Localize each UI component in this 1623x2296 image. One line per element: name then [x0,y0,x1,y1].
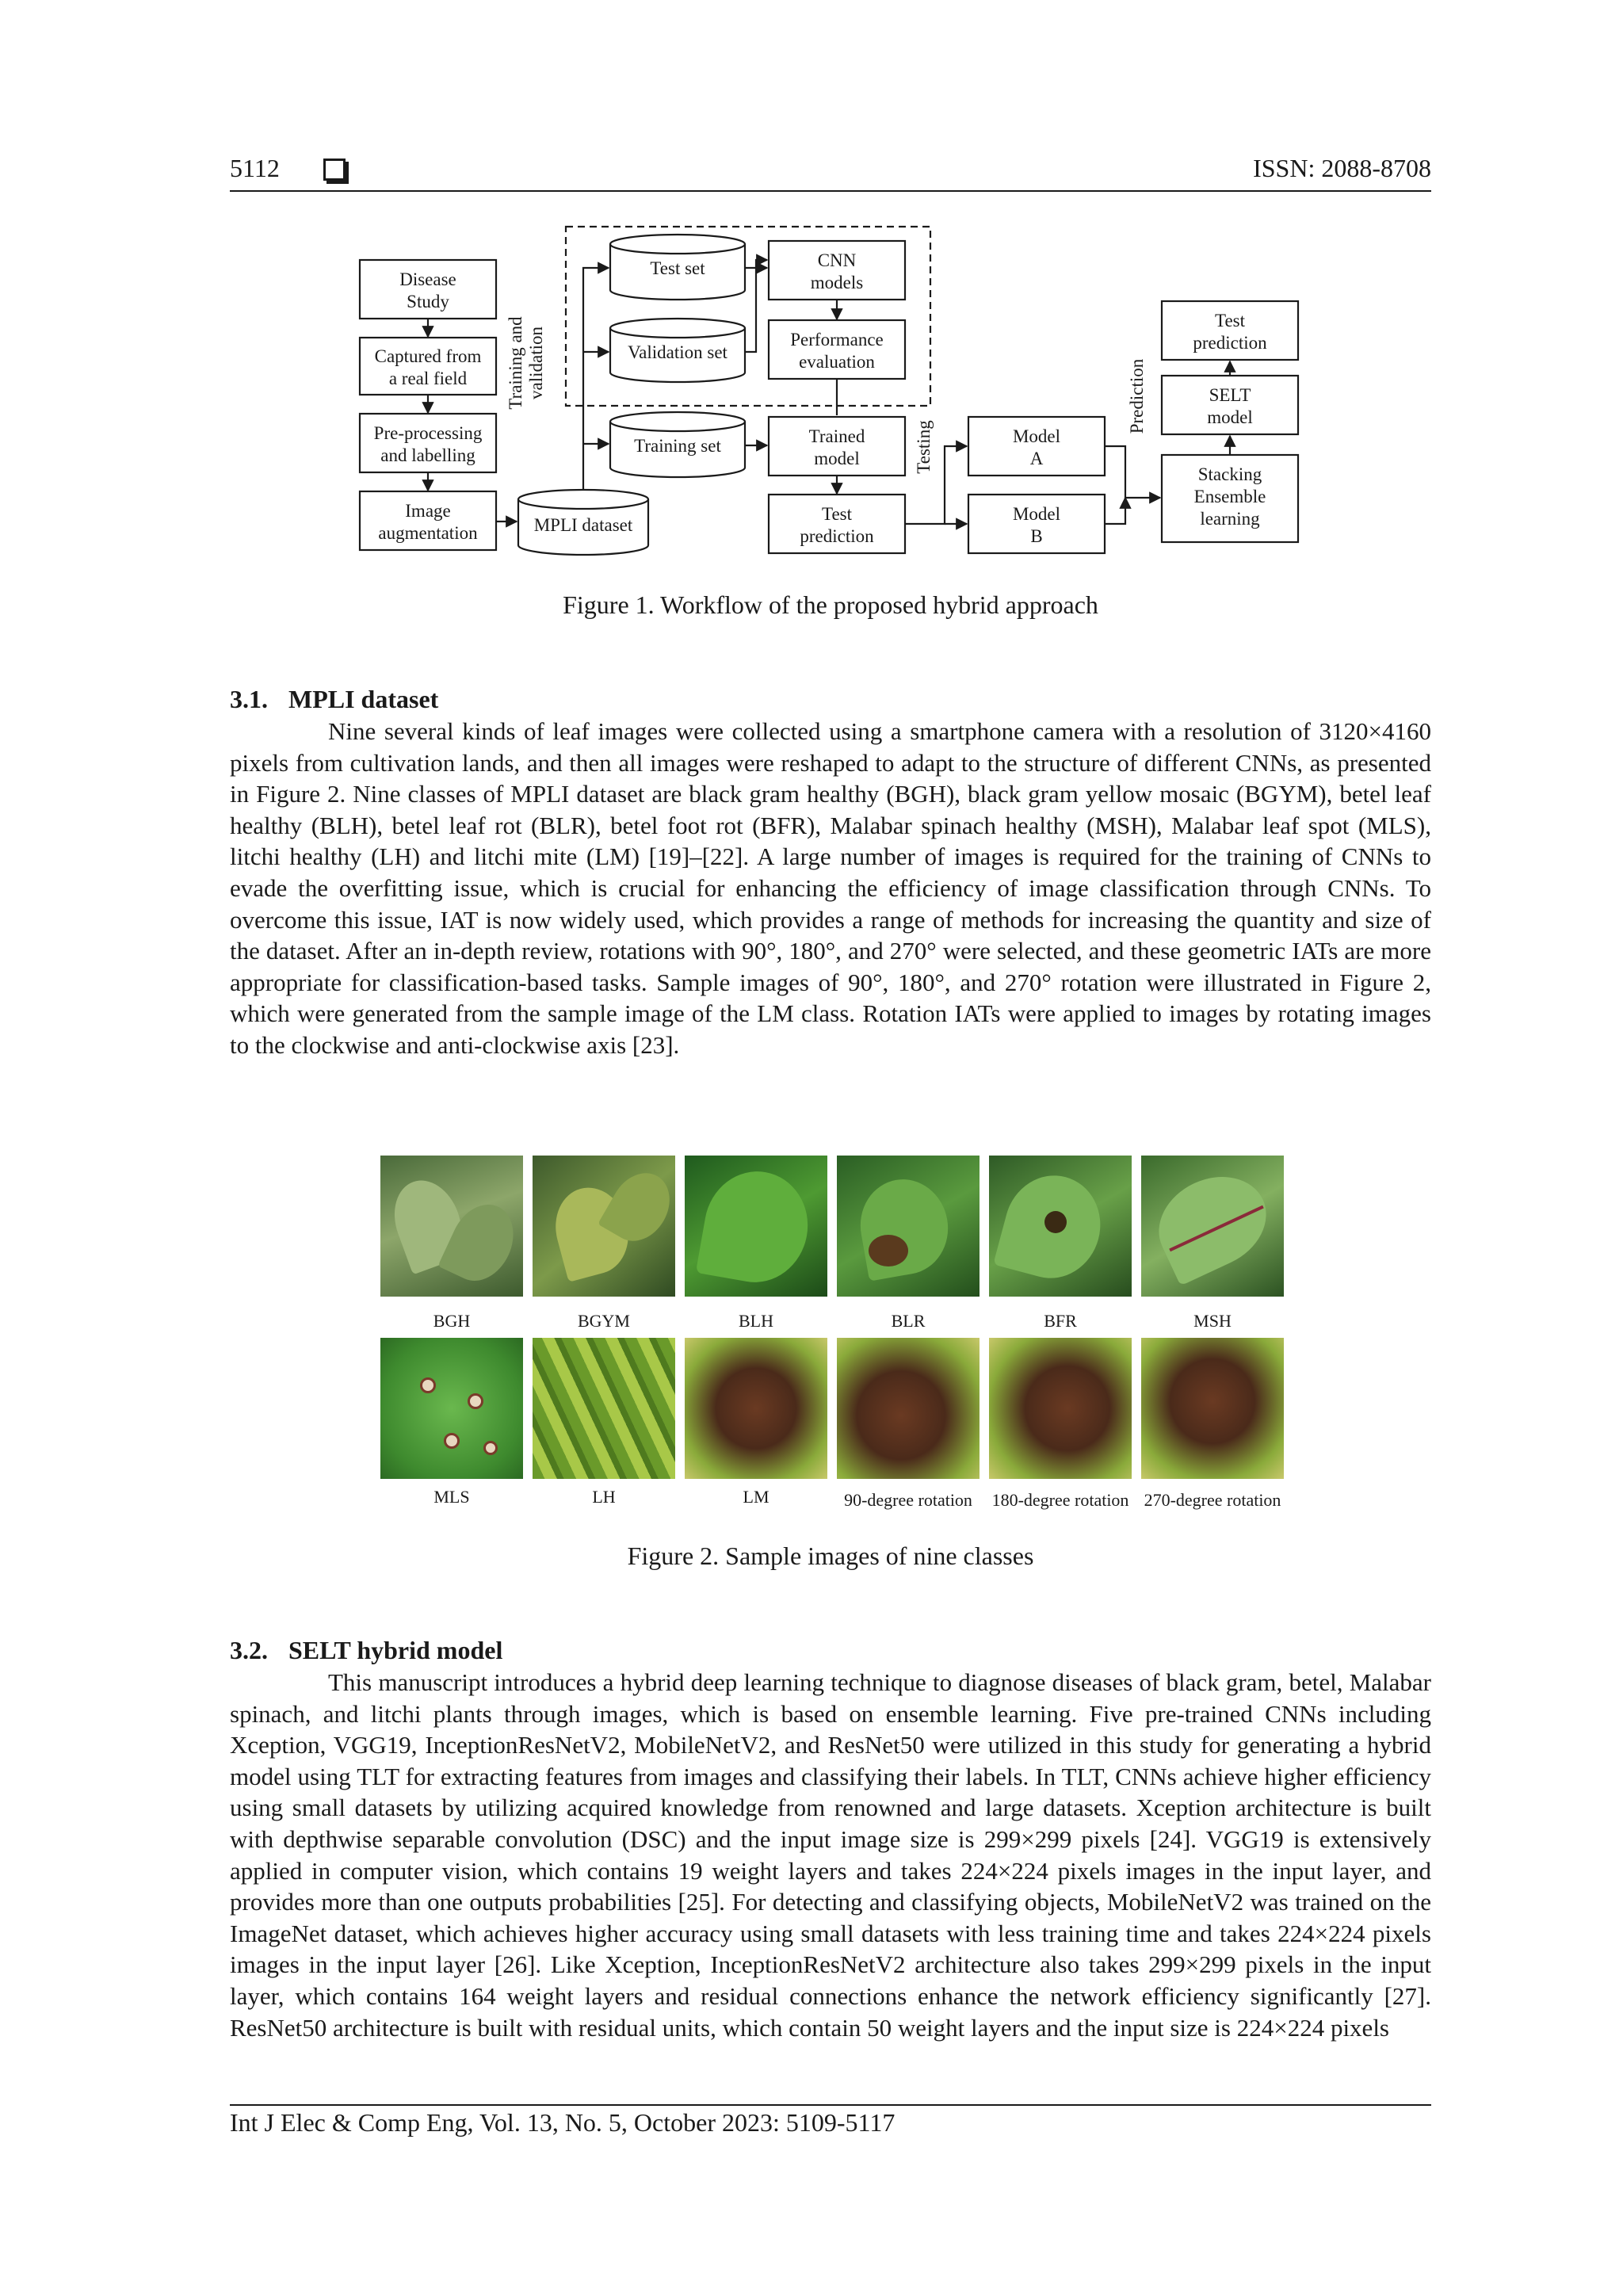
preprocessing-text: Pre-processing [373,423,483,443]
test-prediction-right-text: Test [1215,311,1245,330]
svg-text:CNNmodels: CNN models [810,250,864,292]
figure-2-caption: Figure 2. Sample images of nine classes [627,1541,1034,1570]
page-number: 5112 [230,154,280,182]
bfr-image [989,1156,1132,1297]
workflow-diagram [349,220,1308,561]
selt-model-text: SELT [1209,385,1251,405]
svg-text:StackingEnsemblelearning: Stacking Ensemble learning [1193,464,1266,529]
section-title: SELT hybrid model [288,1636,503,1664]
section-number: 3.2. [230,1636,268,1664]
svg-text:Pre-processingand labelling: Pre-processing and labelling [373,423,483,465]
svg-text:ModelA: Model A [1012,426,1061,468]
validation-set-text: Validation set [628,342,727,362]
header-divider [230,190,1431,192]
figure-1-caption: Figure 1. Workflow of the proposed hybrid approach [563,590,1098,619]
svg-text:Trainedmodel: Trained model [808,426,865,468]
label-msh: MSH [1193,1311,1232,1331]
performance-evaluation-text: Performance [790,330,884,350]
svg-text:Captured froma real field: Captured from a real field [374,346,482,388]
cnn-models-text: CNN [817,250,857,270]
svg-text:Imageaugmentation: Image augmentation [378,501,478,543]
footer-divider [230,2104,1431,2106]
svg-text:DiseaseStudy: Disease Study [399,269,456,311]
msh-image [1141,1156,1284,1297]
mpli-dataset-text: MPLI dataset [533,515,633,535]
box-bullet-icon [323,159,346,181]
label-rotation-180: 180-degree rotation [991,1490,1129,1510]
label-bfr: BFR [1044,1311,1077,1331]
lh-image [533,1338,675,1479]
sample-images-figure [377,1156,1289,1516]
rotation-180-image [989,1338,1132,1479]
section-number: 3.1. [230,685,268,713]
section-3-1-paragraph: Nine several kinds of leaf images were collected using a smartphone camera with a resolution of 3120×4160 pixels from cultivation lands, and then all images were reshaped to adapt to the structure of different CNNs, as presented in Figure 2. Nine classes of MPLI dataset are black gram healthy (BGH), black gram yellow mosaic (BGYM), betel leaf healthy (BLH), betel leaf rot (BLR), betel foot rot (BFR), Malabar spinach healthy (MSH), Malabar leaf spot (MLS), litchi healthy (LH) and litchi mite (LM) [19]–[22]. A large number of images is required for the training of CNNs to evade the overfitting issue, which is crucial for enhancing the efficiency of image classification through CNNs. To overcome this issue, IAT is now widely used, which provides a range of methods for increasing the quantity and size of the dataset. After an in-depth review, rotations with 90°, 180°, and 270° were selected, and these geometric IATs are more appropriate for classification-based tasks. Sample images of 90°, 180°, and 270° rotation were illustrated in Figure 2, which were generated from the sample image of the LM class. Rotation IATs were applied to images by rotating images to the clockwise and anti-clockwise axis [23]. [230,717,1431,1059]
section-title: MPLI dataset [288,685,439,713]
label-mls: MLS [433,1487,470,1507]
bgym-image [533,1156,675,1297]
testing-label: Testing [914,420,934,474]
section-3-1-heading [230,685,438,714]
training-set-text: Training set [634,436,721,456]
label-blr: BLR [891,1311,926,1331]
svg-text:Training andvalidation: Training andvalidation [506,316,546,410]
svg-text:Testprediction: Test prediction [1193,311,1267,353]
stacking-text: Stacking [1197,464,1262,484]
svg-text:Performanceevaluation: Performance evaluation [790,330,884,372]
label-rotation-270: 270-degree rotation [1144,1490,1281,1510]
label-bgh: BGH [433,1311,471,1331]
disease-study-text: Disease [399,269,456,289]
svg-text:ModelB: Model B [1012,504,1061,546]
captured-field-text: Captured from [374,346,482,366]
trained-model-text: Trained [808,426,865,446]
augmentation-text: Image [405,501,451,521]
label-blh: BLH [739,1311,773,1331]
lm-image [685,1338,827,1479]
blr-image [837,1156,980,1297]
footer-citation: Int J Elec & Comp Eng, Vol. 13, No. 5, October 2023: 5109-5117 [230,2108,896,2137]
section-3-2-heading [230,1636,502,1665]
prediction-label: Prediction [1127,358,1147,434]
label-rotation-90: 90-degree rotation [844,1490,972,1510]
section-3-2-paragraph: This manuscript introduces a hybrid deep learning technique to diagnose diseases of black gram, betel, Malabar spinach, and litchi plants through images, which is based on ensemble learning. Five pre-trained CNNs including Xception, VGG19, InceptionResNetV2, MobileNetV2, and ResNet50 were utilized in this study for generating a hybrid model using TLT for extracting features from images and classifying their labels. In TLT, CNNs achieve higher efficiency using small datasets by utilizing acquired knowledge from renowned and large datasets. Xception architecture is built with depthwise separable convolution (DSC) and the input image size is 299×299 pixels [24]. VGG19 is extensively applied in computer vision, which contains 19 weight layers and takes 224×224 pixels images in the input layer, and provides more than one outputs probabilities [25]. For detecting and classifying objects, MobileNetV2 was trained on the ImageNet dataset, which achieves higher accuracy using small datasets with less training time and takes 224×224 pixels images in the input layer [26]. Like Xception, InceptionResNetV2 architecture also takes 299×299 pixels in the input layer, which contains 164 weight layers and residual connections enhance the network efficiency significantly [27]. ResNet50 architecture is built with residual units, which contain 50 weight layers and the input size is 224×224 pixels [230,1668,1431,2042]
blh-image [685,1156,827,1297]
label-lm: LM [743,1487,769,1507]
model-a-text: Model [1012,426,1061,446]
label-bgym: BGYM [577,1311,630,1331]
bgh-image [380,1156,523,1297]
rotation-90-image [837,1338,980,1479]
rotation-270-image [1141,1338,1284,1479]
training-validation-label: Training and [506,316,525,410]
svg-text:SELTmodel: SELT model [1207,385,1253,427]
mls-image [380,1338,523,1479]
svg-text:Testprediction: Test prediction [800,504,874,546]
test-set-text: Test set [650,258,705,278]
journal-issn: ISSN: 2088-8708 [1253,154,1431,182]
model-b-text: Model [1012,504,1061,524]
test-prediction-middle-text: Test [822,504,852,524]
label-lh: LH [592,1487,616,1507]
